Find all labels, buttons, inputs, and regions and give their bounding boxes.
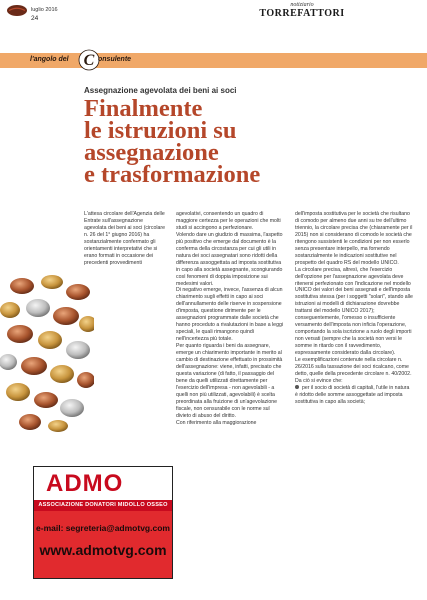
section-label-prefix: l'angolo del: [30, 56, 69, 63]
article-paragraph: dell'imposta sostitutiva per le società che risultano di comodo per almeno due anni su tre dell'ultimo triennio, la circolare precisa che (chiaramente per il 2015) non si considerano di comodo le società che ritengono sussistenti le condizioni per non esserlo senza presentare interpello, ma fornendo sostanzialmente le indicazioni sostitutive nel prospetto del quadro RS del modello UNICO.: [295, 211, 413, 266]
advert-logo: ADMO: [46, 470, 124, 497]
article-paragraph: L'attesa circolare dell'Agenzia delle Entrate sull'assegnazione agevolata dei beni ai soci (circolare n. 26 del 1° giugno 2016) ha sostanzialmente confermato gli orientamenti interpretativi che si erano formati in occasione dei precedenti provvedimenti: [84, 211, 166, 266]
section-initial: C: [83, 52, 95, 69]
article-title-line: assegnazione: [84, 139, 219, 166]
header-logo-icon: [6, 4, 28, 17]
article-paragraph: Per quanto riguarda i beni da assegnare, emerge un chiarimento importante in merito al cambio di destinazione effettuato in prossimità dell'assegnazione: viene, infatti, precisato che questa variazione (di fatto, il passaggio del bene da quelli utilizzati direttamente per l'esercizio dell'impresa - non agevolabili - a quelli non più utilizzati, agevolabili) è scelta preordinata alla fruizione di un'agevolazione fiscale, non censurabile con le norme sul divieto di abuso del diritto.: [176, 343, 283, 419]
article-column-1: [84, 211, 166, 267]
article-kicker: Assegnazione agevolata dei beni ai soci: [84, 86, 237, 95]
article-paragraph: Con riferimento alla maggiorazione: [176, 419, 257, 426]
issue-date: luglio 2016: [31, 7, 58, 13]
masthead-title: TORREFATTORI: [259, 8, 345, 19]
article-paragraph: La circolare precisa, altresì, che l'esercizio dell'opzione per l'assegnazione agevolata deve ritenersi perfezionato con l'indicazione nel modello UNICO dei valori dei beni assegnati e dell'imposta sostitutiva stessa (per i soggetti "solari", stando alle istruzioni ai modelli di dichiarazione dovrebbe trattarsi del modello UNICO 2017); conseguentemente, l'omesso o insufficiente versamento dell'imposta non inficia l'operazione, comportando la sola iscrizione a ruolo degli importi non versati (sempre che la società non versi le somme in ritardo con il ravvedimento, espressamente considerato dalla circolare).: [295, 266, 413, 357]
article-bullet-text: per il socio di società di capitali, l'utile in natura è ridotto delle somme assoggettate ad imposta sostitutiva in capo alla società;: [295, 384, 410, 405]
advert-website-link[interactable]: www.admotvg.com: [39, 542, 167, 558]
coins-photo: [0, 272, 94, 432]
article-paragraph: agevolativi, consentendo un quadro di maggiore certezza per le operazioni che molti studi si accingono a perfezionare.: [176, 211, 281, 231]
page-number: 24: [31, 15, 39, 22]
bullet-icon: [295, 385, 299, 389]
article-title-line: le istruzioni su: [84, 117, 237, 144]
article-title-line: Finalmente: [84, 95, 203, 122]
article-paragraph: Le esemplificazioni contenute nella circolare n. 26/2016 sulla tassazione dei soci ricalcano, come detto, quelle della precedente circolare n. 40/2002. Da ciò si evince che:: [295, 357, 412, 384]
article-title-line: e trasformazione: [84, 161, 261, 188]
article-title: [84, 95, 414, 188]
article-paragraph: Di negativo emerge, invece, l'assenza di alcun chiarimento sugli effetti in capo ai soci dell'annullamento delle riserve in sospensione d'imposta, questione dirimente per le assegnazioni programmate dalle società che hanno proceduto a rivalutazioni in base a leggi speciali, le quali rimangono quindi nell'incertezza più totale.: [176, 287, 283, 343]
advert-email[interactable]: e-mail: segreteria@admotvg.com: [36, 523, 170, 533]
masthead-subtitle: notiziario: [290, 2, 314, 8]
article-paragraph: Volendo dare un giudizio di massima, l'aspetto più positivo che emerge dal documento è la conferma della circostanza per cui gli utili in natura dei soci assegnatari sono ridotti della differenza assoggettata ad imposta sostitutiva in capo alla società assegnante, scongiurando così fenomeni di doppia imposizione sui medesimi valori.: [176, 231, 283, 287]
section-label-rest: onsulente: [98, 56, 132, 63]
admo-advert[interactable]: [33, 466, 173, 579]
article-column-2: [176, 211, 286, 427]
article-column-3: [295, 211, 413, 406]
masthead: [187, 2, 417, 19]
section-initial-badge: [78, 49, 100, 71]
advert-banner-text: ASSOCIAZIONE DONATORI MIDOLLO OSSEO: [38, 502, 168, 508]
article-bullet-item: [295, 385, 413, 406]
